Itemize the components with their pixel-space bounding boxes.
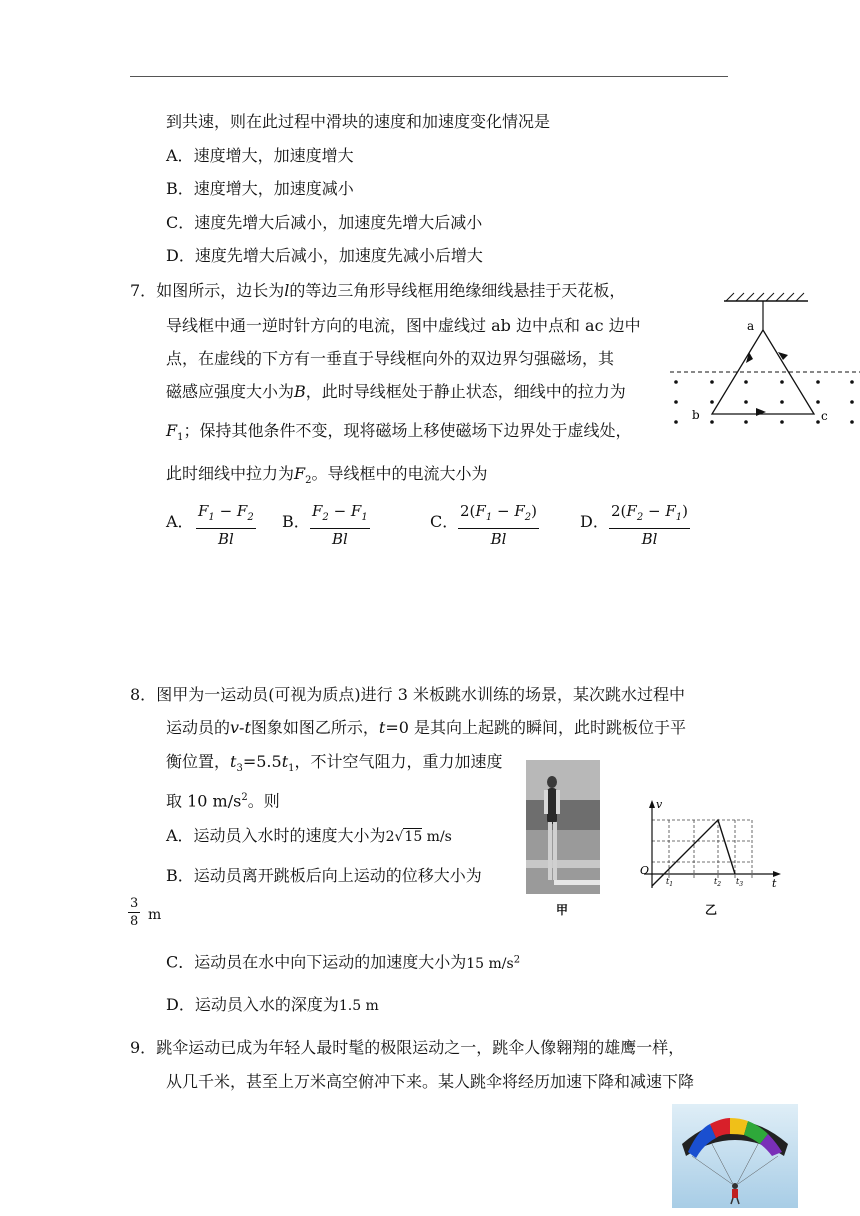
q8-option-d: D．运动员入水的深度为1.5 m xyxy=(166,995,379,1014)
q8-option-b-unit: m xyxy=(148,907,162,923)
q7-option-b-fraction: $\frac{F_2 - F_1}{Bl}$ xyxy=(312,502,368,548)
q9-line-2: 从几千米，甚至上万米高空俯冲下来。某人跳伞将经历加速下降和减速下降 xyxy=(166,1072,695,1091)
q7-triangle-figure xyxy=(666,286,860,432)
vt-graph xyxy=(636,798,784,890)
label-a: a xyxy=(747,319,755,333)
q7-number: 7． xyxy=(130,281,157,300)
figure-jia-label: 甲 xyxy=(556,903,569,917)
q9-number: 9． xyxy=(130,1038,157,1057)
q6-option-a: A．速度增大，加速度增大 xyxy=(166,146,354,165)
parachute-photo xyxy=(672,1104,798,1208)
velocity-line xyxy=(652,820,735,886)
ceiling-hatch xyxy=(726,293,804,301)
q6-option-d: D．速度先增大后减小，加速度先减小后增大 xyxy=(166,246,483,265)
q8-option-a: A．运动员入水时的速度大小为2√15 m/s xyxy=(166,826,452,845)
q7-line-4: 磁感应强度大小为B，此时导线框处于静止状态，细线中的拉力为 xyxy=(166,382,626,401)
figure-yi-label: 乙 xyxy=(705,903,718,917)
graph-label-t3: $t_3$ xyxy=(736,877,744,888)
q9-line-1: 9．跳伞运动已成为年轻人最时髦的极限运动之一，跳伞人像翱翔的雄鹰一样， xyxy=(130,1038,685,1057)
q8-number: 8． xyxy=(130,685,157,704)
label-c: c xyxy=(821,409,828,423)
q8-option-c: C．运动员在水中向下运动的加速度大小为15 $m/s^2$ xyxy=(166,952,521,972)
q7-option-c-fraction: $\frac{2(F_1 - F_2)}{Bl}$ xyxy=(460,502,537,548)
q8-line-2: 运动员的v-t图象如图乙所示，t=0 是其向上起跳的瞬间，此时跳板位于平 xyxy=(166,718,687,737)
graph-label-v: v xyxy=(656,798,663,811)
q7-option-c-letter: C． xyxy=(430,512,459,531)
q8-option-b-fraction: $\frac{3}{8}$ xyxy=(130,896,139,929)
q7-option-b-letter: B． xyxy=(282,512,310,531)
q7-option-a-letter: A． xyxy=(166,512,194,531)
diver-photo xyxy=(526,760,600,894)
q7-option-a-fraction: $\frac{F_1 - F_2}{Bl}$ xyxy=(198,502,254,548)
q6-option-c: C．速度先增大后减小，加速度先增大后减小 xyxy=(166,213,483,232)
q7-option-d-fraction: $\frac{2(F_2 - F_1)}{Bl}$ xyxy=(611,502,688,548)
graph-label-t1: $t_1$ xyxy=(666,877,674,888)
q7-line-2: 导线框中通一逆时针方向的电流，图中虚线过 ab 边中点和 ac 边中 xyxy=(166,316,641,335)
graph-label-t: t xyxy=(772,877,777,890)
q7-line-5: $F_1$；保持其他条件不变，现将磁场上移使磁场下边界处于虚线处， xyxy=(166,421,632,444)
q7-line-6: 此时细线中拉力为$F_2$。导线框中的电流大小为 xyxy=(166,464,488,487)
q8-line-1: 8．图甲为一运动员(可视为质点)进行 3 米板跳水训练的场景，某次跳水过程中 xyxy=(130,685,686,704)
graph-label-t2: $t_2$ xyxy=(714,877,722,888)
q7-line-1: 7．如图所示，边长为l的等边三角形导线框用绝缘细线悬挂于天花板， xyxy=(130,281,626,300)
label-b: b xyxy=(692,408,700,422)
q7-line-3: 点，在虚线的下方有一垂直于导线框向外的双边界匀强磁场，其 xyxy=(166,349,615,368)
q6-option-b: B．速度增大，加速度减小 xyxy=(166,179,354,198)
v-axis-arrow xyxy=(649,800,655,808)
graph-label-o: O xyxy=(640,864,650,877)
q8-option-b: B．运动员离开跳板后向上运动的位移大小为 xyxy=(166,866,482,885)
q8-line-3: 衡位置，$t_3=5.5t_1$，不计空气阻力，重力加速度 xyxy=(166,752,503,775)
q7-option-d-letter: D． xyxy=(580,512,609,531)
arrow-bc xyxy=(756,408,766,416)
q8-line-4: 取 10 $m/s^2$。则 xyxy=(166,791,280,811)
header-rule xyxy=(130,76,728,77)
q6-stem: 到共速，则在此过程中滑块的速度和加速度变化情况是 xyxy=(166,112,551,131)
